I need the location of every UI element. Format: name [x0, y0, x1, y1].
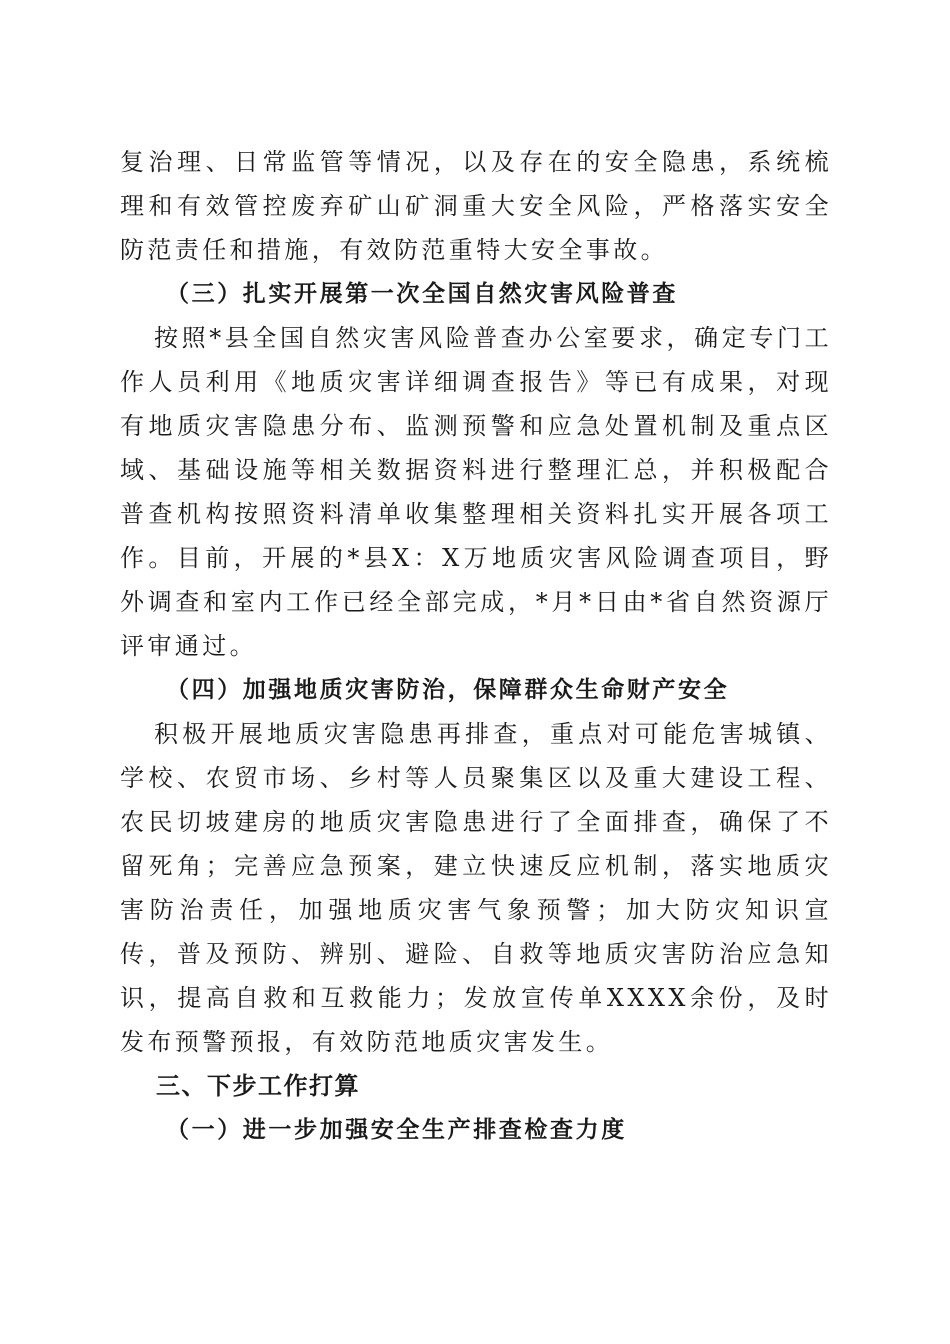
subheading-safety-inspection: （一）进一步加强安全生产排查检查力度 [166, 1117, 627, 1143]
section-heading-next-steps: 三、下步工作打算 [156, 1072, 360, 1100]
paragraph-natural-disaster-census: 按照*县全国自然灾害风险普查办公室要求，确定专门工作人员利用《地质灾害详细调查报告》等已有成果，对现有地质灾害隐患分布、监测预警和应急处置机制及重点区域、基础设施等相关数据资料进行整理汇总，并积极配合普查机构按照资料清单收集整理相关资料扎实开展各项工作。目前，开展的*县X：X万地质灾害风险调查项目，野外调查和室内工作已经全部完成，*月*日由*省自然资源厅评审通过。 [120, 324, 832, 660]
paragraph-geological-disaster-prevention: 积极开展地质灾害隐患再排查，重点对可能危害城镇、学校、农贸市场、乡村等人员聚集区以及重大建设工程、农民切坡建房的地质灾害隐患进行了全面排查，确保了不留死角；完善应急预案，建立快速反应机制，落实地质灾害防治责任，加强地质灾害气象预警；加大防灾知识宣传，普及预防、辨别、避险、自救等地质灾害防治应急知识，提高自救和互救能力；发放宣传单XXXX余份，及时发布预警预报，有效防范地质灾害发生。 [120, 720, 832, 1056]
document-body [120, 140, 832, 1152]
subheading-natural-disaster-census: （三）扎实开展第一次全国自然灾害风险普查 [166, 281, 678, 307]
paragraph-risk-control-continuation: 复治理、日常监管等情况，以及存在的安全隐患，系统梳理和有效管控废弃矿山矿洞重大安全风险，严格落实安全防范责任和措施，有效防范重特大安全事故。 [120, 148, 832, 264]
subheading-geological-disaster-prevention: （四）加强地质灾害防治，保障群众生命财产安全 [166, 677, 730, 703]
